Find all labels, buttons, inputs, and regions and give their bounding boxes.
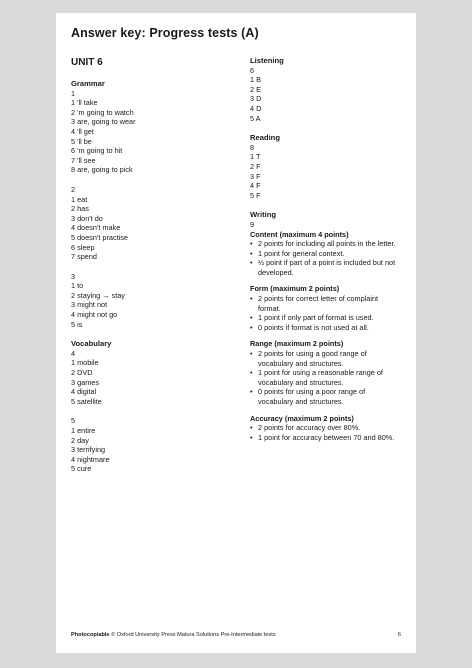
bullet-item: • 1 point for using a reasonable range of vocabulary and structures. [250,368,383,387]
content-criteria-heading: Content (maximum 4 points) [250,229,349,239]
list-item: 3 F [250,171,261,181]
range-criteria-heading: Range (maximum 2 points) [250,339,344,349]
list-item: 2 'm going to watch [71,107,134,117]
bullet-item: • ½ point if part of a point is included but not developed. [250,258,396,277]
page-number: 6 [397,632,401,638]
list-item: 4 nightmare [71,454,110,464]
vocabulary-heading: Vocabulary [71,339,112,349]
accuracy-criteria-heading: Accuracy (maximum 2 points) [250,413,354,423]
list-item: 4 might not go [71,310,118,320]
exercise-5-number: 5 [71,416,76,426]
list-item: 1 B [250,75,261,85]
list-item: 3 are, going to wear [71,117,136,127]
list-item: 5 'll be [71,136,92,146]
list-item: 1 eat [71,194,88,204]
list-item: 5 is [71,319,83,329]
unit-heading: UNIT 6 [71,57,103,68]
list-item: 5 doesn't practise [71,232,128,242]
list-item: 3 D [250,94,262,104]
form-criteria-heading: Form (maximum 2 points) [250,284,340,294]
answer-key-page [56,13,416,653]
left-column [71,57,221,474]
bullet-item: • 0 points for using a poor range of vocabulary and structures. [250,387,366,406]
list-item: 7 spend [71,252,97,262]
list-item: 6 sleep [71,242,95,252]
grammar-heading: Grammar [71,79,105,88]
list-item: 4 D [250,103,262,113]
bullet-item: • 1 point for accuracy between 70 and 80%. [250,432,395,442]
list-item: 7 'll see [71,155,96,165]
list-item: 1 mobile [71,358,99,368]
exercise-1-number: 1 [71,88,76,98]
list-item: 2 staying → stay [71,290,125,300]
bullet-item: • 2 points for including all points in the letter. [250,239,396,249]
exercise-4-list [71,358,221,406]
list-item: 5 A [250,113,261,123]
right-column [250,56,400,442]
photocopiable-label: Photocopiable [71,632,110,638]
list-item: 3 don't do [71,213,103,223]
list-item: 5 F [250,190,261,200]
list-item: 4 digital [71,387,97,397]
bullet-item: • 2 points for correct letter of complaint format. [250,294,379,313]
bullet-item: • 2 points for using a good range of vocabulary and structures. [250,349,367,368]
bullet-item: • 1 point for general context. [250,248,345,258]
list-item: 1 T [250,152,261,162]
bullet-item: • 1 point if only part of format is used. [250,313,374,323]
list-item: 2 has [71,204,89,214]
list-item: 1 to [71,281,84,291]
exercise-3-number: 3 [71,271,76,281]
exercise-8-number: 8 [250,142,255,152]
page-footer [71,632,401,638]
list-item: 8 are, going to pick [71,165,133,175]
list-item: 1 'll take [71,98,98,108]
reading-heading: Reading [250,133,280,143]
bullet-item: • 0 points if format is not used at all. [250,322,369,332]
list-item: 3 games [71,377,99,387]
exercise-6-number: 6 [250,65,255,75]
bullet-item: • 2 points for accuracy over 80%. [250,423,361,433]
list-item: 3 might not [71,300,108,310]
page-title: Answer key: Progress tests (A) [71,26,259,40]
list-item: 4 'll get [71,126,94,136]
list-item: 2 day [71,435,89,445]
exercise-2-list [71,195,221,262]
exercise-6-list [250,75,400,123]
exercise-8-list [250,152,400,200]
list-item: 4 doesn't make [71,223,121,233]
exercise-9-number: 9 [250,219,255,229]
list-item: 5 satellite [71,396,102,406]
exercise-5-list [71,426,221,474]
list-item: 3 terrifying [71,445,106,455]
list-item: 2 F [250,161,261,171]
list-item: 2 E [250,84,261,94]
exercise-1-list [71,98,221,175]
list-item: 6 'm going to hit [71,146,123,156]
footer-copyright: © Oxford University Press Matura Solutions Pre-Intermediate tests [111,632,276,638]
exercise-4-number: 4 [71,348,76,358]
exercise-2-number: 2 [71,184,76,194]
exercise-3-list [71,281,221,329]
list-item: 1 entire [71,426,96,435]
list-item: 5 cure [71,464,92,474]
listening-heading: Listening [250,56,284,65]
list-item: 2 DVD [71,368,93,378]
list-item: 4 F [250,181,261,191]
writing-heading: Writing [250,210,277,220]
